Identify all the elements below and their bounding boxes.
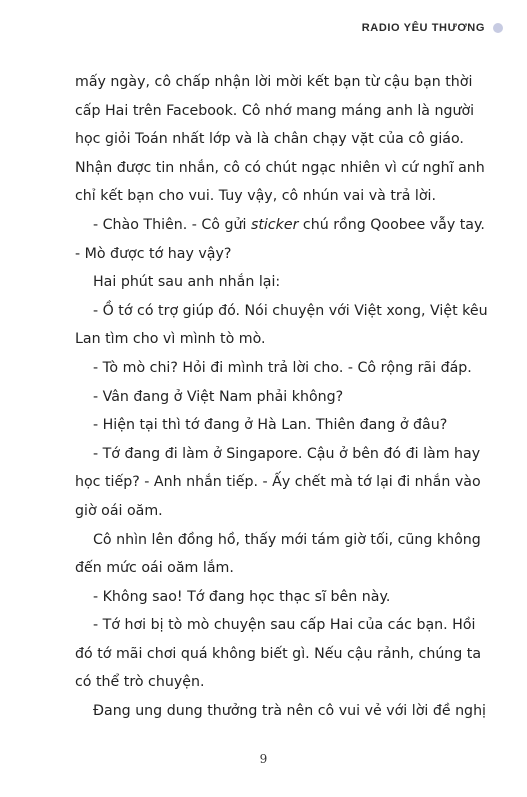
text-line: Hai phút sau anh nhắn lại:: [93, 274, 281, 291]
text-line: - Tớ đang đi làm ở Singapore. Cậu ở bên đó đi làm hay: [93, 445, 481, 462]
text-line: cấp Hai trên Facebook. Cô nhớ mang máng anh là người: [75, 102, 475, 119]
text-line: chỉ kết bạn cho vui. Tuy vậy, cô nhún vai và trả lời.: [75, 188, 436, 205]
text-line: - Vân đang ở Việt Nam phải không?: [93, 388, 344, 405]
text-line: - Mò được tớ hay vậy?: [75, 245, 232, 262]
text-line-b: chú rồng Qoobee vẫy tay.: [298, 216, 485, 233]
body-text: [75, 68, 488, 726]
text-line-em: sticker: [250, 216, 299, 233]
text-line: giờ oái oăm.: [75, 502, 163, 519]
text-line: Lan tìm cho vì mình tò mò.: [75, 331, 266, 348]
text-line: - Không sao! Tớ đang học thạc sĩ bên này.: [93, 588, 391, 605]
text-line: - Tớ hơi bị tò mò chuyện sau cấp Hai của các bạn. Hồi: [93, 617, 476, 634]
text-line: - Tò mò chi? Hỏi đi mình trả lời cho. - Cô rộng rãi đáp.: [93, 359, 472, 376]
text-line: có thể trò chuyện.: [75, 674, 205, 691]
text-line: Cô nhìn lên đồng hồ, thấy mới tám giờ tối, cũng không: [93, 531, 481, 548]
text-line: - Ồ tớ có trợ giúp đó. Nói chuyện với Việt xong, Việt kêu: [93, 302, 488, 319]
text-line-a: - Chào Thiên. - Cô gửi: [93, 216, 251, 233]
running-header: [362, 22, 503, 34]
text-line: Đang ung dung thưởng trà nên cô vui vẻ với lời đề nghị: [93, 703, 486, 720]
text-line: mấy ngày, cô chấp nhận lời mời kết bạn từ cậu bạn thời: [75, 74, 473, 90]
text-line: học tiếp? - Anh nhắn tiếp. - Ấy chết mà tớ lại đi nhắn vào: [75, 474, 481, 491]
text-line: - Hiện tại thì tớ đang ở Hà Lan. Thiên đang ở đâu?: [93, 417, 448, 434]
text-line: đó tớ mãi chơi quá không biết gì. Nếu cậu rảnh, chúng ta: [75, 645, 482, 662]
text-line: Nhận được tin nhắn, cô có chút ngạc nhiên vì cứ nghĩ anh: [75, 159, 485, 176]
page-number: 9: [259, 752, 268, 766]
text-line: đến mức oái oăm lắm.: [75, 560, 234, 577]
header-dot-icon: [493, 23, 503, 33]
text-line: học giỏi Toán nhất lớp và là chân chạy vặt của cô giáo.: [75, 131, 464, 148]
text-line: [75, 211, 485, 240]
book-title: RADIO YÊU THƯƠNG: [361, 22, 485, 34]
